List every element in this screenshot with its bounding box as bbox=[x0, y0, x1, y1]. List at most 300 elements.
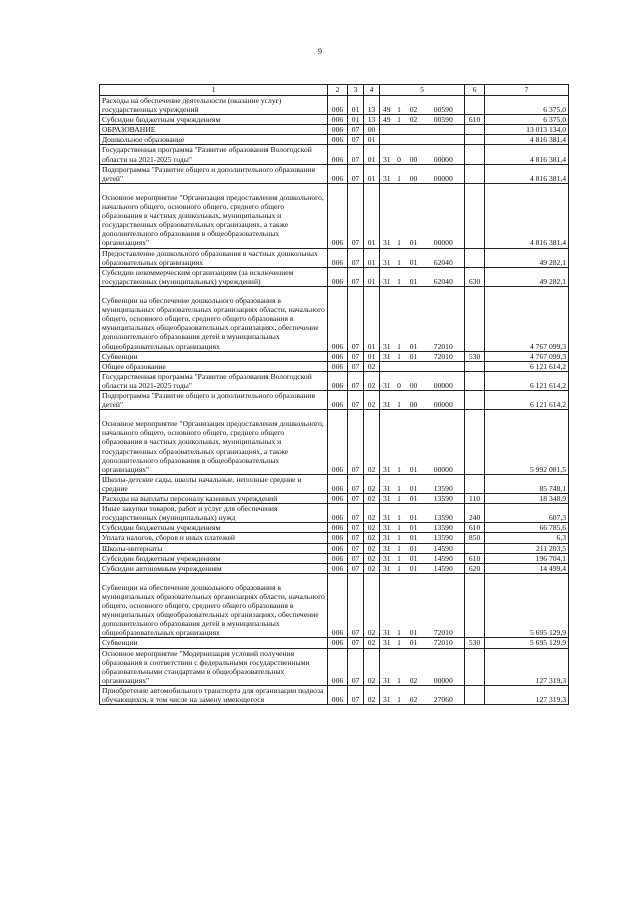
row-vid-rashodov bbox=[465, 474, 485, 493]
row-name: ОБРАЗОВАНИЕ bbox=[100, 125, 328, 135]
table-row bbox=[100, 361, 569, 371]
header-col-3: 3 bbox=[348, 85, 364, 96]
row-vid-rashodov bbox=[465, 286, 485, 351]
row-vid-rashodov: 610 bbox=[465, 115, 485, 125]
row-vedomstvo: 006 bbox=[328, 410, 348, 475]
row-vid-rashodov: 620 bbox=[465, 563, 485, 573]
row-razdel: 07 bbox=[348, 474, 364, 493]
row-vid-rashodov: 110 bbox=[465, 494, 485, 504]
table-row bbox=[100, 533, 569, 543]
row-csr-direction: 00000 bbox=[423, 410, 465, 475]
row-podrazdel: 02 bbox=[364, 504, 380, 523]
row-vid-rashodov bbox=[465, 96, 485, 115]
row-razdel: 07 bbox=[348, 371, 364, 390]
row-vedomstvo: 006 bbox=[328, 96, 348, 115]
budget-table-body bbox=[100, 85, 569, 705]
row-name: Субвенции на обеспечение дошкольного образования в муниципальных образовательных организациях области, начального общего, основного общего, среднего общего образования в муниципальных общеобразовательных организациях, обеспечение дополнительного образования детей в муниципальных общеобразовательных организациях bbox=[100, 286, 328, 351]
row-vedomstvo: 006 bbox=[328, 145, 348, 164]
row-csr-direction: 72010 bbox=[423, 286, 465, 351]
row-csr-direction: 27060 bbox=[423, 685, 465, 704]
row-amount: 4 816 381,4 bbox=[485, 164, 569, 183]
row-csr-program: 31 bbox=[380, 390, 394, 409]
row-csr-subprogram: 1 bbox=[394, 183, 405, 248]
row-csr-program: 31 bbox=[380, 164, 394, 183]
row-csr-program: 31 bbox=[380, 523, 394, 533]
row-podrazdel: 01 bbox=[364, 164, 380, 183]
row-razdel: 07 bbox=[348, 410, 364, 475]
row-vedomstvo: 006 bbox=[328, 474, 348, 493]
row-csr-direction: 13590 bbox=[423, 494, 465, 504]
row-name: Субвенции на обеспечение дошкольного образования в муниципальных образовательных организациях области, начального общего, основного общего, среднего общего образования в муниципальных общеобразовательных организациях, обеспечение дополнительного образования детей в муниципальных общеобразовательных организациях bbox=[100, 573, 328, 638]
row-name: Школы-детские сады, школы начальные, неполные средние и средние bbox=[100, 474, 328, 493]
row-csr-program: 31 bbox=[380, 685, 394, 704]
row-amount: 4 767 099,3 bbox=[485, 286, 569, 351]
row-csr-event: 01 bbox=[405, 563, 423, 573]
row-amount: 66 785,6 bbox=[485, 523, 569, 533]
row-amount: 5 695 129,9 bbox=[485, 573, 569, 638]
row-csr-subprogram: 1 bbox=[394, 96, 405, 115]
row-csr-program: 31 bbox=[380, 553, 394, 563]
row-csr-event: 01 bbox=[405, 474, 423, 493]
row-csr-event: 02 bbox=[405, 648, 423, 685]
row-csr-program: 31 bbox=[380, 267, 394, 286]
row-vid-rashodov: 530 bbox=[465, 351, 485, 361]
row-podrazdel: 02 bbox=[364, 685, 380, 704]
table-row bbox=[100, 648, 569, 685]
row-name: Субсидии автономным учреждениям bbox=[100, 563, 328, 573]
table-row bbox=[100, 351, 569, 361]
row-csr-program: 31 bbox=[380, 371, 394, 390]
row-razdel: 01 bbox=[348, 96, 364, 115]
row-csr-event: 01 bbox=[405, 410, 423, 475]
row-csr-event: 01 bbox=[405, 504, 423, 523]
row-podrazdel: 02 bbox=[364, 361, 380, 371]
table-row bbox=[100, 135, 569, 145]
row-name: Основное мероприятие "Организация предоставления дошкольного, начального общего, основного общего, среднего общего образования в частных дошкольных, муниципальных и государственных образовательных организациях, а также дополнительного образования в общеобразовательных организациях" bbox=[100, 183, 328, 248]
row-podrazdel: 02 bbox=[364, 410, 380, 475]
row-vedomstvo: 006 bbox=[328, 533, 348, 543]
row-amount: 4 816 381,4 bbox=[485, 183, 569, 248]
row-razdel: 07 bbox=[348, 533, 364, 543]
row-csr-subprogram: 1 bbox=[394, 474, 405, 493]
row-csr-direction: 72010 bbox=[423, 638, 465, 648]
row-csr-program: 31 bbox=[380, 474, 394, 493]
row-name: Дошкольное образование bbox=[100, 135, 328, 145]
row-csr-program: 31 bbox=[380, 504, 394, 523]
row-csr-event bbox=[405, 125, 423, 135]
row-podrazdel: 02 bbox=[364, 390, 380, 409]
row-csr-program: 31 bbox=[380, 533, 394, 543]
row-csr-event: 01 bbox=[405, 267, 423, 286]
row-razdel: 07 bbox=[348, 145, 364, 164]
row-podrazdel: 02 bbox=[364, 563, 380, 573]
row-name: Приобретение автомобильного транспорта для организации подвоза обучающихся, в том числе на замену имеющегося bbox=[100, 685, 328, 704]
row-amount: 211 203,5 bbox=[485, 543, 569, 553]
header-col-1: 1 bbox=[100, 85, 328, 96]
row-csr-program: 31 bbox=[380, 573, 394, 638]
row-podrazdel: 13 bbox=[364, 115, 380, 125]
row-csr-direction: 72010 bbox=[423, 351, 465, 361]
row-vedomstvo: 006 bbox=[328, 390, 348, 409]
row-vid-rashodov bbox=[465, 390, 485, 409]
row-csr-subprogram: 1 bbox=[394, 115, 405, 125]
row-csr-direction bbox=[423, 135, 465, 145]
row-csr-direction: 13590 bbox=[423, 533, 465, 543]
row-csr-event: 01 bbox=[405, 183, 423, 248]
row-vid-rashodov: 530 bbox=[465, 638, 485, 648]
row-amount: 127 319,3 bbox=[485, 648, 569, 685]
row-podrazdel: 02 bbox=[364, 474, 380, 493]
table-row bbox=[100, 685, 569, 704]
header-col-7: 7 bbox=[485, 85, 569, 96]
row-csr-program: 31 bbox=[380, 183, 394, 248]
row-amount: 4 767 099,3 bbox=[485, 351, 569, 361]
row-csr-direction: 00000 bbox=[423, 390, 465, 409]
row-csr-subprogram: 1 bbox=[394, 543, 405, 553]
row-csr-direction: 00000 bbox=[423, 183, 465, 248]
row-csr-subprogram bbox=[394, 135, 405, 145]
row-csr-event: 01 bbox=[405, 286, 423, 351]
row-name: Государственная программа "Развитие образования Вологодской области на 2021-2025 годы" bbox=[100, 145, 328, 164]
row-vedomstvo: 006 bbox=[328, 638, 348, 648]
row-csr-program bbox=[380, 361, 394, 371]
row-amount: 6 375,0 bbox=[485, 96, 569, 115]
row-csr-event: 01 bbox=[405, 494, 423, 504]
row-vid-rashodov bbox=[465, 361, 485, 371]
table-row bbox=[100, 474, 569, 493]
row-csr-event: 02 bbox=[405, 115, 423, 125]
row-vedomstvo: 006 bbox=[328, 267, 348, 286]
row-podrazdel: 02 bbox=[364, 523, 380, 533]
row-amount: 49 282,1 bbox=[485, 248, 569, 267]
table-row bbox=[100, 573, 569, 638]
row-razdel: 07 bbox=[348, 183, 364, 248]
row-podrazdel: 01 bbox=[364, 135, 380, 145]
row-razdel: 07 bbox=[348, 563, 364, 573]
row-csr-subprogram: 1 bbox=[394, 248, 405, 267]
row-name: Уплата налогов, сборов и иных платежей bbox=[100, 533, 328, 543]
row-csr-program: 31 bbox=[380, 410, 394, 475]
row-vedomstvo: 006 bbox=[328, 685, 348, 704]
row-amount: 49 282,1 bbox=[485, 267, 569, 286]
row-amount: 13 013 134,0 bbox=[485, 125, 569, 135]
header-col-6: 6 bbox=[465, 85, 485, 96]
table-row bbox=[100, 390, 569, 409]
row-csr-subprogram: 1 bbox=[394, 390, 405, 409]
row-name: Подпрограмма "Развитие общего и дополнительного образования детей" bbox=[100, 164, 328, 183]
row-name: Основное мероприятие "Организация предоставления дошкольного, начального общего, основного общего, среднего общего образования в частных дошкольных, муниципальных и государственных образовательных организациях, а также дополнительного образования в общеобразовательных организациях" bbox=[100, 410, 328, 475]
row-amount: 6,3 bbox=[485, 533, 569, 543]
row-csr-direction: 72010 bbox=[423, 573, 465, 638]
row-razdel: 07 bbox=[348, 286, 364, 351]
row-razdel: 07 bbox=[348, 648, 364, 685]
row-amount: 6 375,0 bbox=[485, 115, 569, 125]
row-amount: 18 348,9 bbox=[485, 494, 569, 504]
table-row bbox=[100, 371, 569, 390]
row-csr-event: 01 bbox=[405, 351, 423, 361]
row-vedomstvo: 006 bbox=[328, 125, 348, 135]
row-vedomstvo: 006 bbox=[328, 248, 348, 267]
row-podrazdel: 01 bbox=[364, 267, 380, 286]
row-csr-subprogram: 1 bbox=[394, 533, 405, 543]
row-podrazdel: 02 bbox=[364, 533, 380, 543]
row-razdel: 07 bbox=[348, 351, 364, 361]
row-csr-program bbox=[380, 125, 394, 135]
row-csr-program: 31 bbox=[380, 494, 394, 504]
row-razdel: 07 bbox=[348, 125, 364, 135]
row-vid-rashodov bbox=[465, 135, 485, 145]
row-podrazdel: 02 bbox=[364, 494, 380, 504]
page-number: 9 bbox=[318, 47, 322, 56]
row-csr-direction: 00000 bbox=[423, 164, 465, 183]
table-row bbox=[100, 96, 569, 115]
row-name: Субсидии бюджетным учреждениям bbox=[100, 553, 328, 563]
row-vid-rashodov bbox=[465, 164, 485, 183]
table-row bbox=[100, 183, 569, 248]
row-csr-direction: 62040 bbox=[423, 248, 465, 267]
row-csr-direction: 14590 bbox=[423, 553, 465, 563]
budget-table bbox=[99, 84, 569, 705]
row-razdel: 07 bbox=[348, 135, 364, 145]
row-vid-rashodov bbox=[465, 410, 485, 475]
row-csr-subprogram: 0 bbox=[394, 145, 405, 164]
row-podrazdel: 02 bbox=[364, 573, 380, 638]
row-csr-subprogram: 1 bbox=[394, 494, 405, 504]
row-name: Субвенции bbox=[100, 638, 328, 648]
row-podrazdel: 01 bbox=[364, 351, 380, 361]
row-csr-subprogram: 1 bbox=[394, 563, 405, 573]
row-csr-program: 31 bbox=[380, 248, 394, 267]
row-podrazdel: 00 bbox=[364, 125, 380, 135]
row-vid-rashodov: 850 bbox=[465, 533, 485, 543]
table-row bbox=[100, 504, 569, 523]
row-amount: 6 121 614,2 bbox=[485, 361, 569, 371]
row-vid-rashodov: 610 bbox=[465, 553, 485, 563]
row-razdel: 07 bbox=[348, 573, 364, 638]
row-csr-program: 31 bbox=[380, 351, 394, 361]
row-name: Субсидии бюджетным учреждениям bbox=[100, 115, 328, 125]
row-csr-program: 31 bbox=[380, 563, 394, 573]
row-razdel: 07 bbox=[348, 504, 364, 523]
row-csr-subprogram: 1 bbox=[394, 267, 405, 286]
row-csr-direction: 62040 bbox=[423, 267, 465, 286]
row-csr-program: 31 bbox=[380, 638, 394, 648]
row-vedomstvo: 006 bbox=[328, 164, 348, 183]
row-csr-subprogram: 1 bbox=[394, 648, 405, 685]
row-razdel: 07 bbox=[348, 494, 364, 504]
row-csr-subprogram: 1 bbox=[394, 504, 405, 523]
row-vid-rashodov: 610 bbox=[465, 523, 485, 533]
row-csr-program: 49 bbox=[380, 115, 394, 125]
row-vid-rashodov bbox=[465, 685, 485, 704]
row-vid-rashodov bbox=[465, 543, 485, 553]
row-vedomstvo: 006 bbox=[328, 494, 348, 504]
row-csr-direction: 13590 bbox=[423, 504, 465, 523]
row-podrazdel: 01 bbox=[364, 248, 380, 267]
row-razdel: 07 bbox=[348, 685, 364, 704]
row-vid-rashodov bbox=[465, 145, 485, 164]
table-row bbox=[100, 523, 569, 533]
row-vid-rashodov bbox=[465, 125, 485, 135]
row-name: Расходы на обеспечение деятельности (оказание услуг) государственных учреждений bbox=[100, 96, 328, 115]
row-vedomstvo: 006 bbox=[328, 371, 348, 390]
row-csr-direction bbox=[423, 361, 465, 371]
row-csr-subprogram: 1 bbox=[394, 351, 405, 361]
row-csr-program: 31 bbox=[380, 648, 394, 685]
row-csr-program bbox=[380, 135, 394, 145]
row-csr-event: 01 bbox=[405, 638, 423, 648]
row-podrazdel: 01 bbox=[364, 286, 380, 351]
row-vid-rashodov: 240 bbox=[465, 504, 485, 523]
row-podrazdel: 01 bbox=[364, 145, 380, 164]
row-podrazdel: 02 bbox=[364, 648, 380, 685]
table-row bbox=[100, 267, 569, 286]
table-row bbox=[100, 553, 569, 563]
row-razdel: 01 bbox=[348, 115, 364, 125]
row-vedomstvo: 006 bbox=[328, 504, 348, 523]
table-row bbox=[100, 563, 569, 573]
table-row bbox=[100, 286, 569, 351]
row-vedomstvo: 006 bbox=[328, 553, 348, 563]
table-row bbox=[100, 115, 569, 125]
row-csr-subprogram: 1 bbox=[394, 523, 405, 533]
row-csr-program: 31 bbox=[380, 543, 394, 553]
row-razdel: 07 bbox=[348, 248, 364, 267]
row-csr-event: 01 bbox=[405, 573, 423, 638]
row-podrazdel: 13 bbox=[364, 96, 380, 115]
row-csr-direction: 13590 bbox=[423, 474, 465, 493]
row-razdel: 07 bbox=[348, 390, 364, 409]
row-name: Субсидии бюджетным учреждениям bbox=[100, 523, 328, 533]
row-vedomstvo: 006 bbox=[328, 573, 348, 638]
row-razdel: 07 bbox=[348, 638, 364, 648]
row-vedomstvo: 006 bbox=[328, 286, 348, 351]
row-csr-event: 02 bbox=[405, 96, 423, 115]
row-csr-direction: 14590 bbox=[423, 563, 465, 573]
row-amount: 607,3 bbox=[485, 504, 569, 523]
row-amount: 6 121 614,2 bbox=[485, 390, 569, 409]
row-csr-program: 31 bbox=[380, 286, 394, 351]
row-csr-event: 00 bbox=[405, 164, 423, 183]
row-name: Общее образование bbox=[100, 361, 328, 371]
row-csr-event: 01 bbox=[405, 533, 423, 543]
row-csr-direction: 00590 bbox=[423, 115, 465, 125]
row-csr-subprogram: 1 bbox=[394, 638, 405, 648]
row-csr-subprogram: 1 bbox=[394, 553, 405, 563]
row-vid-rashodov bbox=[465, 371, 485, 390]
row-csr-direction bbox=[423, 125, 465, 135]
row-vid-rashodov: 630 bbox=[465, 267, 485, 286]
row-vid-rashodov bbox=[465, 648, 485, 685]
row-csr-subprogram: 0 bbox=[394, 371, 405, 390]
row-csr-event: 00 bbox=[405, 371, 423, 390]
row-csr-direction: 13590 bbox=[423, 523, 465, 533]
row-csr-direction: 00000 bbox=[423, 371, 465, 390]
row-csr-program: 31 bbox=[380, 145, 394, 164]
row-podrazdel: 02 bbox=[364, 543, 380, 553]
table-row bbox=[100, 125, 569, 135]
row-name: Основное мероприятие "Модернизация условий получения образования в соответствии с федеральными государственными образовательными стандартами в общеобразовательных организациях" bbox=[100, 648, 328, 685]
row-csr-subprogram: 1 bbox=[394, 573, 405, 638]
row-podrazdel: 02 bbox=[364, 553, 380, 563]
row-csr-event bbox=[405, 361, 423, 371]
row-vedomstvo: 006 bbox=[328, 351, 348, 361]
row-csr-program: 49 bbox=[380, 96, 394, 115]
row-razdel: 07 bbox=[348, 267, 364, 286]
row-csr-direction: 00590 bbox=[423, 96, 465, 115]
row-razdel: 07 bbox=[348, 543, 364, 553]
row-csr-subprogram bbox=[394, 125, 405, 135]
row-csr-event: 01 bbox=[405, 543, 423, 553]
row-razdel: 07 bbox=[348, 523, 364, 533]
row-name: Школы-интернаты bbox=[100, 543, 328, 553]
row-csr-subprogram: 1 bbox=[394, 685, 405, 704]
table-row bbox=[100, 164, 569, 183]
row-podrazdel: 02 bbox=[364, 371, 380, 390]
row-name: Субсидии некоммерческим организациям (за исключением государственных (муниципальных) учреждений) bbox=[100, 267, 328, 286]
row-csr-subprogram: 1 bbox=[394, 286, 405, 351]
row-vid-rashodov bbox=[465, 183, 485, 248]
row-amount: 5 992 081,5 bbox=[485, 410, 569, 475]
row-csr-direction: 14590 bbox=[423, 543, 465, 553]
row-vedomstvo: 006 bbox=[328, 543, 348, 553]
row-vedomstvo: 006 bbox=[328, 115, 348, 125]
table-row bbox=[100, 494, 569, 504]
row-name: Предоставление дошкольного образования в частных дошкольных образовательных организациях bbox=[100, 248, 328, 267]
row-amount: 4 816 381,4 bbox=[485, 145, 569, 164]
row-vedomstvo: 006 bbox=[328, 361, 348, 371]
row-amount: 6 121 614,2 bbox=[485, 371, 569, 390]
row-amount: 14 499,4 bbox=[485, 563, 569, 573]
row-name: Подпрограмма "Развитие общего и дополнительного образования детей" bbox=[100, 390, 328, 409]
row-vid-rashodov bbox=[465, 573, 485, 638]
row-razdel: 07 bbox=[348, 361, 364, 371]
header-col-5: 5 bbox=[380, 85, 465, 96]
row-name: Расходы на выплаты персоналу казенных учреждений bbox=[100, 494, 328, 504]
row-csr-direction: 00000 bbox=[423, 648, 465, 685]
row-vedomstvo: 006 bbox=[328, 523, 348, 533]
row-csr-event: 01 bbox=[405, 523, 423, 533]
row-podrazdel: 02 bbox=[364, 638, 380, 648]
table-row bbox=[100, 638, 569, 648]
row-csr-event: 01 bbox=[405, 248, 423, 267]
row-csr-direction: 00000 bbox=[423, 145, 465, 164]
row-name: Субвенции bbox=[100, 351, 328, 361]
row-podrazdel: 01 bbox=[364, 183, 380, 248]
row-name: Иные закупки товаров, работ и услуг для обеспечения государственных (муниципальных) нужд bbox=[100, 504, 328, 523]
row-name: Государственная программа "Развитие образования Вологодской области на 2021-2025 годы" bbox=[100, 371, 328, 390]
table-row bbox=[100, 248, 569, 267]
row-razdel: 07 bbox=[348, 164, 364, 183]
row-csr-subprogram: 1 bbox=[394, 164, 405, 183]
row-csr-subprogram bbox=[394, 361, 405, 371]
row-csr-event: 00 bbox=[405, 390, 423, 409]
row-csr-event bbox=[405, 135, 423, 145]
row-vedomstvo: 006 bbox=[328, 135, 348, 145]
row-vid-rashodov bbox=[465, 248, 485, 267]
row-vedomstvo: 006 bbox=[328, 563, 348, 573]
row-csr-event: 02 bbox=[405, 685, 423, 704]
table-row bbox=[100, 410, 569, 475]
row-razdel: 07 bbox=[348, 553, 364, 563]
row-amount: 127 319,3 bbox=[485, 685, 569, 704]
row-vedomstvo: 006 bbox=[328, 183, 348, 248]
row-csr-subprogram: 1 bbox=[394, 410, 405, 475]
header-col-4: 4 bbox=[364, 85, 380, 96]
row-csr-event: 01 bbox=[405, 553, 423, 563]
row-amount: 4 816 381,4 bbox=[485, 135, 569, 145]
row-amount: 85 748,1 bbox=[485, 474, 569, 493]
